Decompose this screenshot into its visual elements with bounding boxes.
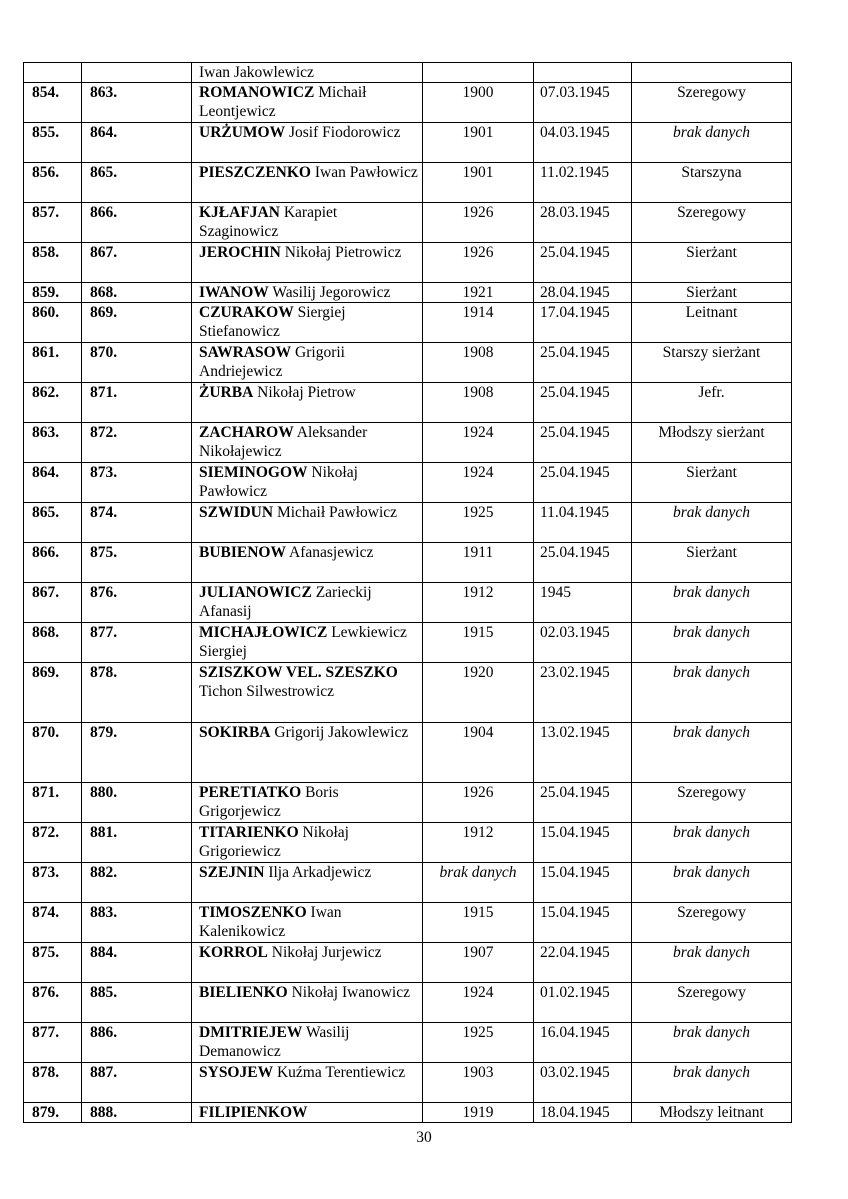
table-row: [24, 863, 792, 903]
person-name-cell: [192, 203, 423, 243]
given-names: Nikołaj Pietrow: [253, 384, 356, 401]
death-date-cell: 25.04.1945: [534, 783, 632, 823]
record-id-cell: 872.: [82, 423, 192, 463]
rank-cell: Sierżant: [632, 283, 792, 303]
death-date-cell: 11.04.1945: [534, 503, 632, 543]
table-row: [24, 663, 792, 723]
person-name-cell: [192, 723, 423, 783]
death-date-cell: 13.02.1945: [534, 723, 632, 783]
person-name-cell: [192, 903, 423, 943]
record-number-cell: 873.: [24, 863, 82, 903]
rank-cell: Młodszy sierżant: [632, 423, 792, 463]
given-names: Lewkiewicz Siergiej: [199, 624, 407, 660]
record-number-cell: 863.: [24, 423, 82, 463]
record-id-cell: 887.: [82, 1063, 192, 1103]
record-id-cell: 881.: [82, 823, 192, 863]
birth-year-cell: 1911: [423, 543, 534, 583]
surname: SZEJNIN: [199, 864, 265, 881]
person-name-cell: [192, 83, 423, 123]
birth-year-cell: 1901: [423, 163, 534, 203]
death-date-cell: 07.03.1945: [534, 83, 632, 123]
record-id-cell: 886.: [82, 1023, 192, 1063]
birth-year-cell: 1924: [423, 463, 534, 503]
record-id-cell: 868.: [82, 283, 192, 303]
record-number-cell: 866.: [24, 543, 82, 583]
table-row: [24, 1023, 792, 1063]
birth-year-cell: 1925: [423, 503, 534, 543]
surname: PIESZCZENKO: [199, 164, 311, 181]
table-row: [24, 123, 792, 163]
person-name-cell: [192, 823, 423, 863]
record-id-cell: 883.: [82, 903, 192, 943]
record-number-cell: 856.: [24, 163, 82, 203]
surname: SAWRASOW: [199, 344, 292, 361]
birth-year-cell: 1926: [423, 203, 534, 243]
given-names: Zarieckij Afanasij: [199, 584, 372, 620]
rank-cell: Młodszy leitnant: [632, 1103, 792, 1123]
table-row: [24, 243, 792, 283]
person-name-cell: [192, 583, 423, 623]
surname: CZURAKOW: [199, 304, 294, 321]
table-row: [24, 203, 792, 243]
table-row: [24, 163, 792, 203]
record-number-cell: 864.: [24, 463, 82, 503]
table-row: [24, 903, 792, 943]
birth-year-cell: 1925: [423, 1023, 534, 1063]
records-table-body: [24, 63, 792, 1123]
rank-cell: brak danych: [632, 623, 792, 663]
record-number-cell: 861.: [24, 343, 82, 383]
person-name-cell: [192, 303, 423, 343]
table-row: [24, 83, 792, 123]
given-names: Nikołaj Pietrowicz: [280, 244, 402, 261]
rank-cell: brak danych: [632, 583, 792, 623]
death-date-cell: 18.04.1945: [534, 1103, 632, 1123]
given-names: Iwan Kalenikowicz: [199, 904, 342, 940]
surname: KORROL: [199, 944, 268, 961]
birth-year-cell: 1926: [423, 243, 534, 283]
death-date-cell: 28.03.1945: [534, 203, 632, 243]
record-number-cell: 867.: [24, 583, 82, 623]
table-row: [24, 503, 792, 543]
record-id-cell: 888.: [82, 1103, 192, 1123]
person-name-cell: [192, 123, 423, 163]
table-row: [24, 943, 792, 983]
surname: PERETIATKO: [199, 784, 302, 801]
given-names: Nikołaj Grigoriewicz: [199, 824, 349, 860]
person-name-cell: [192, 783, 423, 823]
record-id-cell: [82, 63, 192, 83]
surname: TITARIENKO: [199, 824, 299, 841]
record-id-cell: 882.: [82, 863, 192, 903]
record-id-cell: 875.: [82, 543, 192, 583]
record-id-cell: 870.: [82, 343, 192, 383]
death-date-cell: 15.04.1945: [534, 863, 632, 903]
record-id-cell: 884.: [82, 943, 192, 983]
record-number-cell: 878.: [24, 1063, 82, 1103]
rank-cell: [632, 63, 792, 83]
record-id-cell: 880.: [82, 783, 192, 823]
rank-cell: Szeregowy: [632, 83, 792, 123]
given-names: Boris Grigorjewicz: [199, 784, 339, 820]
birth-year-cell: brak danych: [423, 863, 534, 903]
given-names: Nikołaj Iwanowicz: [287, 984, 410, 1001]
rank-cell: brak danych: [632, 123, 792, 163]
death-date-cell: 11.02.1945: [534, 163, 632, 203]
table-row: [24, 823, 792, 863]
given-names: Wasilij Jegorowicz: [268, 284, 391, 301]
death-date-cell: 25.04.1945: [534, 343, 632, 383]
birth-year-cell: 1915: [423, 623, 534, 663]
given-names: Aleksander Nikołajewicz: [199, 424, 368, 460]
table-row: [24, 343, 792, 383]
given-names: Tichon Silwestrowicz: [199, 683, 335, 700]
rank-cell: brak danych: [632, 863, 792, 903]
given-names: Afanasjewicz: [286, 544, 374, 561]
record-number-cell: 869.: [24, 663, 82, 723]
birth-year-cell: 1920: [423, 663, 534, 723]
rank-cell: Szeregowy: [632, 903, 792, 943]
person-name-cell: [192, 983, 423, 1023]
record-number-cell: 865.: [24, 503, 82, 543]
record-number-cell: 875.: [24, 943, 82, 983]
person-name-cell: [192, 863, 423, 903]
rank-cell: brak danych: [632, 943, 792, 983]
rank-cell: Starszy sierżant: [632, 343, 792, 383]
table-row: [24, 583, 792, 623]
death-date-cell: 03.02.1945: [534, 1063, 632, 1103]
table-row: [24, 383, 792, 423]
death-date-cell: 22.04.1945: [534, 943, 632, 983]
death-date-cell: 25.04.1945: [534, 423, 632, 463]
record-id-cell: 874.: [82, 503, 192, 543]
rank-cell: Szeregowy: [632, 203, 792, 243]
person-name-cell: [192, 1103, 423, 1123]
person-name-cell: [192, 623, 423, 663]
surname: JEROCHIN: [199, 244, 281, 261]
death-date-cell: 04.03.1945: [534, 123, 632, 163]
given-names: Iwan Jakowlewicz: [199, 64, 314, 81]
person-name-cell: [192, 343, 423, 383]
rank-cell: brak danych: [632, 823, 792, 863]
birth-year-cell: 1904: [423, 723, 534, 783]
birth-year-cell: 1907: [423, 943, 534, 983]
birth-year-cell: 1926: [423, 783, 534, 823]
surname: TIMOSZENKO: [199, 904, 307, 921]
birth-year-cell: 1921: [423, 283, 534, 303]
record-id-cell: 876.: [82, 583, 192, 623]
record-number-cell: 859.: [24, 283, 82, 303]
rank-cell: Leitnant: [632, 303, 792, 343]
birth-year-cell: 1912: [423, 823, 534, 863]
table-row: [24, 463, 792, 503]
surname: SYSOJEW: [199, 1064, 274, 1081]
record-number-cell: 855.: [24, 123, 82, 163]
birth-year-cell: 1900: [423, 83, 534, 123]
record-id-cell: 879.: [82, 723, 192, 783]
given-names: Iwan Pawłowicz: [310, 164, 418, 181]
record-number-cell: 868.: [24, 623, 82, 663]
record-id-cell: 869.: [82, 303, 192, 343]
surname: BUBIENOW: [199, 544, 286, 561]
record-id-cell: 866.: [82, 203, 192, 243]
table-row: [24, 543, 792, 583]
death-date-cell: 23.02.1945: [534, 663, 632, 723]
person-name-cell: [192, 1023, 423, 1063]
table-row: [24, 1063, 792, 1103]
death-date-cell: 25.04.1945: [534, 543, 632, 583]
record-id-cell: 877.: [82, 623, 192, 663]
table-row: [24, 283, 792, 303]
record-id-cell: 867.: [82, 243, 192, 283]
surname: FILIPIENKOW: [199, 1104, 308, 1121]
rank-cell: brak danych: [632, 503, 792, 543]
person-name-cell: [192, 663, 423, 723]
record-id-cell: 865.: [82, 163, 192, 203]
surname: SOKIRBA: [199, 724, 271, 741]
record-number-cell: 860.: [24, 303, 82, 343]
rank-cell: Sierżant: [632, 543, 792, 583]
person-name-cell: [192, 1063, 423, 1103]
records-table: [23, 62, 792, 1123]
birth-year-cell: 1919: [423, 1103, 534, 1123]
record-number-cell: 876.: [24, 983, 82, 1023]
surname: SZWIDUN: [199, 504, 274, 521]
record-id-cell: 885.: [82, 983, 192, 1023]
person-name-cell: [192, 383, 423, 423]
birth-year-cell: 1912: [423, 583, 534, 623]
surname: IWANOW: [199, 284, 269, 301]
given-names: Wasilij Demanowicz: [199, 1024, 350, 1060]
table-row: [24, 1103, 792, 1123]
person-name-cell: [192, 543, 423, 583]
given-names: Grigorii Andriejewicz: [199, 344, 345, 380]
given-names: Siergiej Stiefanowicz: [199, 304, 346, 340]
death-date-cell: 02.03.1945: [534, 623, 632, 663]
table-row: [24, 303, 792, 343]
table-row: [24, 983, 792, 1023]
rank-cell: Sierżant: [632, 463, 792, 503]
surname: SIEMINOGOW: [199, 464, 308, 481]
person-name-cell: [192, 163, 423, 203]
record-number-cell: 874.: [24, 903, 82, 943]
person-name-cell: [192, 463, 423, 503]
record-number-cell: 871.: [24, 783, 82, 823]
record-number-cell: 870.: [24, 723, 82, 783]
person-name-cell: [192, 243, 423, 283]
rank-cell: Szeregowy: [632, 783, 792, 823]
rank-cell: Szeregowy: [632, 983, 792, 1023]
table-row: [24, 723, 792, 783]
surname: ZACHAROW: [199, 424, 294, 441]
death-date-cell: 1945: [534, 583, 632, 623]
birth-year-cell: 1901: [423, 123, 534, 163]
rank-cell: brak danych: [632, 723, 792, 783]
death-date-cell: 25.04.1945: [534, 243, 632, 283]
record-id-cell: 863.: [82, 83, 192, 123]
given-names: Karapiet Szaginowicz: [199, 204, 338, 240]
rank-cell: brak danych: [632, 1063, 792, 1103]
record-number-cell: [24, 63, 82, 83]
person-name-cell: [192, 283, 423, 303]
record-id-cell: 873.: [82, 463, 192, 503]
person-name-cell: [192, 63, 423, 83]
record-number-cell: 877.: [24, 1023, 82, 1063]
death-date-cell: 15.04.1945: [534, 903, 632, 943]
record-number-cell: 872.: [24, 823, 82, 863]
record-id-cell: 871.: [82, 383, 192, 423]
rank-cell: Jefr.: [632, 383, 792, 423]
birth-year-cell: 1908: [423, 383, 534, 423]
death-date-cell: 28.04.1945: [534, 283, 632, 303]
rank-cell: Sierżant: [632, 243, 792, 283]
record-id-cell: 864.: [82, 123, 192, 163]
death-date-cell: 15.04.1945: [534, 823, 632, 863]
person-name-cell: [192, 423, 423, 463]
surname: MICHAJŁOWICZ: [199, 624, 328, 641]
surname: ŻURBA: [199, 384, 254, 401]
surname: DMITRIEJEW: [199, 1024, 303, 1041]
table-row: [24, 63, 792, 83]
given-names: Nikołaj Pawłowicz: [199, 464, 358, 500]
person-name-cell: [192, 503, 423, 543]
record-number-cell: 854.: [24, 83, 82, 123]
death-date-cell: 25.04.1945: [534, 383, 632, 423]
birth-year-cell: 1915: [423, 903, 534, 943]
record-id-cell: 878.: [82, 663, 192, 723]
page-number: 30: [416, 1129, 432, 1146]
surname: SZISZKOW VEL. SZESZKO: [199, 664, 398, 681]
surname: ROMANOWICZ: [199, 84, 315, 101]
given-names: Michaił Pawłowicz: [273, 504, 398, 521]
given-names: Ilja Arkadjewicz: [264, 864, 372, 881]
birth-year-cell: 1924: [423, 983, 534, 1023]
given-names: Nikołaj Jurjewicz: [267, 944, 382, 961]
person-name-cell: [192, 943, 423, 983]
given-names: Michaił Leontjewicz: [199, 84, 367, 120]
birth-year-cell: 1924: [423, 423, 534, 463]
table-row: [24, 783, 792, 823]
given-names: Grigorij Jakowlewicz: [270, 724, 409, 741]
birth-year-cell: 1908: [423, 343, 534, 383]
rank-cell: Starszyna: [632, 163, 792, 203]
death-date-cell: 01.02.1945: [534, 983, 632, 1023]
birth-year-cell: 1903: [423, 1063, 534, 1103]
birth-year-cell: [423, 63, 534, 83]
table-row: [24, 423, 792, 463]
rank-cell: brak danych: [632, 1023, 792, 1063]
surname: URŻUMOW: [199, 124, 286, 141]
record-number-cell: 862.: [24, 383, 82, 423]
record-number-cell: 858.: [24, 243, 82, 283]
death-date-cell: 25.04.1945: [534, 463, 632, 503]
surname: JULIANOWICZ: [199, 584, 312, 601]
surname: KJŁAFJAN: [199, 204, 280, 221]
given-names: Kuźma Terentiewicz: [273, 1064, 406, 1081]
death-date-cell: 17.04.1945: [534, 303, 632, 343]
birth-year-cell: 1914: [423, 303, 534, 343]
given-names: Josif Fiodorowicz: [285, 124, 401, 141]
rank-cell: brak danych: [632, 663, 792, 723]
table-row: [24, 623, 792, 663]
death-date-cell: [534, 63, 632, 83]
surname: BIELIENKO: [199, 984, 288, 1001]
death-date-cell: 16.04.1945: [534, 1023, 632, 1063]
record-number-cell: 879.: [24, 1103, 82, 1123]
record-number-cell: 857.: [24, 203, 82, 243]
